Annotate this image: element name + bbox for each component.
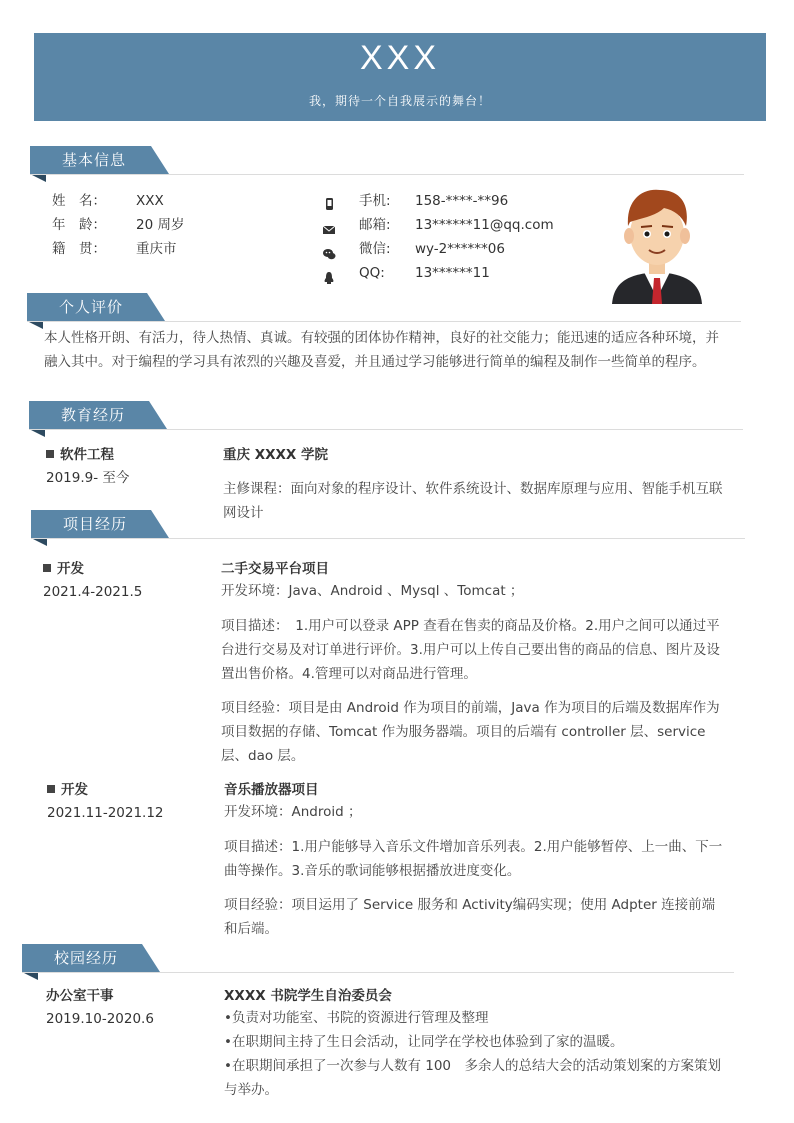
project-period: 2021.11-2021.12	[47, 805, 164, 821]
basic-right-list	[359, 189, 554, 285]
phone-icon	[322, 197, 336, 211]
project-period: 2021.4-2021.5	[43, 584, 143, 600]
list-item: •在职期间主持了生日会活动，让同学在学校也体验到了家的温暖。	[224, 1034, 624, 1050]
resume-header	[34, 33, 766, 121]
education-school: 重庆 XXXX 学院	[223, 447, 329, 463]
project-experience: 项目经验：项目是由 Android 作为项目的前端，Java 作为项目的后端及数据库作为项目数据的存储、Tomcat 作为服务器端。项目的后端有 controller 层、service 层、dao 层。	[221, 700, 720, 764]
basic-row-hometown: 籍 贯： 重庆市	[52, 241, 177, 257]
candidate-motto: 我，期待一个自我展示的舞台！	[308, 94, 491, 108]
project-name: 音乐播放器项目	[224, 782, 319, 798]
divider	[22, 972, 734, 973]
wechat-icon	[322, 247, 336, 261]
basic-left-list	[52, 189, 184, 261]
candidate-name: XXX	[359, 39, 441, 77]
profile-text: 本人性格开朗、有活力，待人热情、真诚。有较强的团体协作精神，良好的社交能力；能迅速的适应各种环境，并融入其中。对于编程的学习具有浓烈的兴趣及喜爱，并且通过学习能够进行简单的编程及制作一些简单的程序。	[44, 330, 719, 370]
project-desc: 项目描述：1.用户能够导入音乐文件增加音乐列表。2.用户能够暂停、上一曲、下一曲等操作。3.音乐的歌词能够根据播放进度变化。	[224, 839, 723, 879]
basic-row-age: 年 龄： 20 周岁	[52, 217, 185, 233]
divider	[27, 321, 741, 322]
campus-bullets	[224, 1006, 726, 1102]
project-role: 开发	[47, 778, 88, 802]
contact-wechat: 微信: wy-2******06	[359, 241, 505, 257]
list-item: •负责对功能室、书院的资源进行管理及整理	[224, 1010, 489, 1026]
project-env: 开发环境：Android ；	[224, 804, 362, 820]
project-name: 二手交易平台项目	[221, 561, 329, 577]
list-item: •在职期间承担了一次参与人数有 100 多余人的总结大会的活动策划案的方案策划与举办。	[224, 1058, 722, 1098]
section-title-projects: 项目经历	[31, 510, 169, 538]
campus-org: XXXX 书院学生自治委员会	[224, 988, 392, 1004]
mail-icon	[322, 223, 336, 237]
education-major: 软件工程	[46, 443, 114, 467]
contact-qq: QQ: 13******11	[359, 265, 490, 281]
project-role: 开发	[43, 557, 84, 581]
avatar	[608, 186, 706, 304]
project-experience: 项目经验：项目运用了 Service 服务和 Activity编码实现；使用 Adpter 连接前端和后端。	[224, 897, 716, 937]
campus-role: 办公室干事	[46, 988, 114, 1004]
qq-icon	[322, 271, 336, 285]
divider	[29, 429, 743, 430]
education-period: 2019.9- 至今	[46, 470, 130, 486]
divider	[31, 538, 745, 539]
section-title-education: 教育经历	[29, 401, 167, 429]
education-courses: 主修课程：面向对象的程序设计、软件系统设计、数据库原理与应用、智能手机互联网设计	[223, 481, 723, 521]
section-title-profile: 个人评价	[27, 293, 165, 321]
contact-email: 邮箱: 13******11@qq.com	[359, 217, 554, 233]
project-env: 开发环境：Java、Android 、Mysql 、Tomcat ；	[221, 583, 524, 599]
section-title-campus: 校园经历	[22, 944, 160, 972]
basic-row-name: 姓 名： XXX	[52, 193, 164, 209]
project-desc: 项目描述： 1.用户可以登录 APP 查看在售卖的商品及价格。2.用户之间可以通过平台进行交易及对订单进行评价。3.用户可以上传自己要出售的商品的信息、图片及设置出售价格。4.管理可以对商品进行管理。	[221, 618, 720, 682]
section-title-basic: 基本信息	[30, 146, 169, 174]
divider	[30, 174, 744, 175]
contact-phone: 手机: 158-****-**96	[359, 193, 509, 209]
campus-period: 2019.10-2020.6	[46, 1011, 154, 1027]
